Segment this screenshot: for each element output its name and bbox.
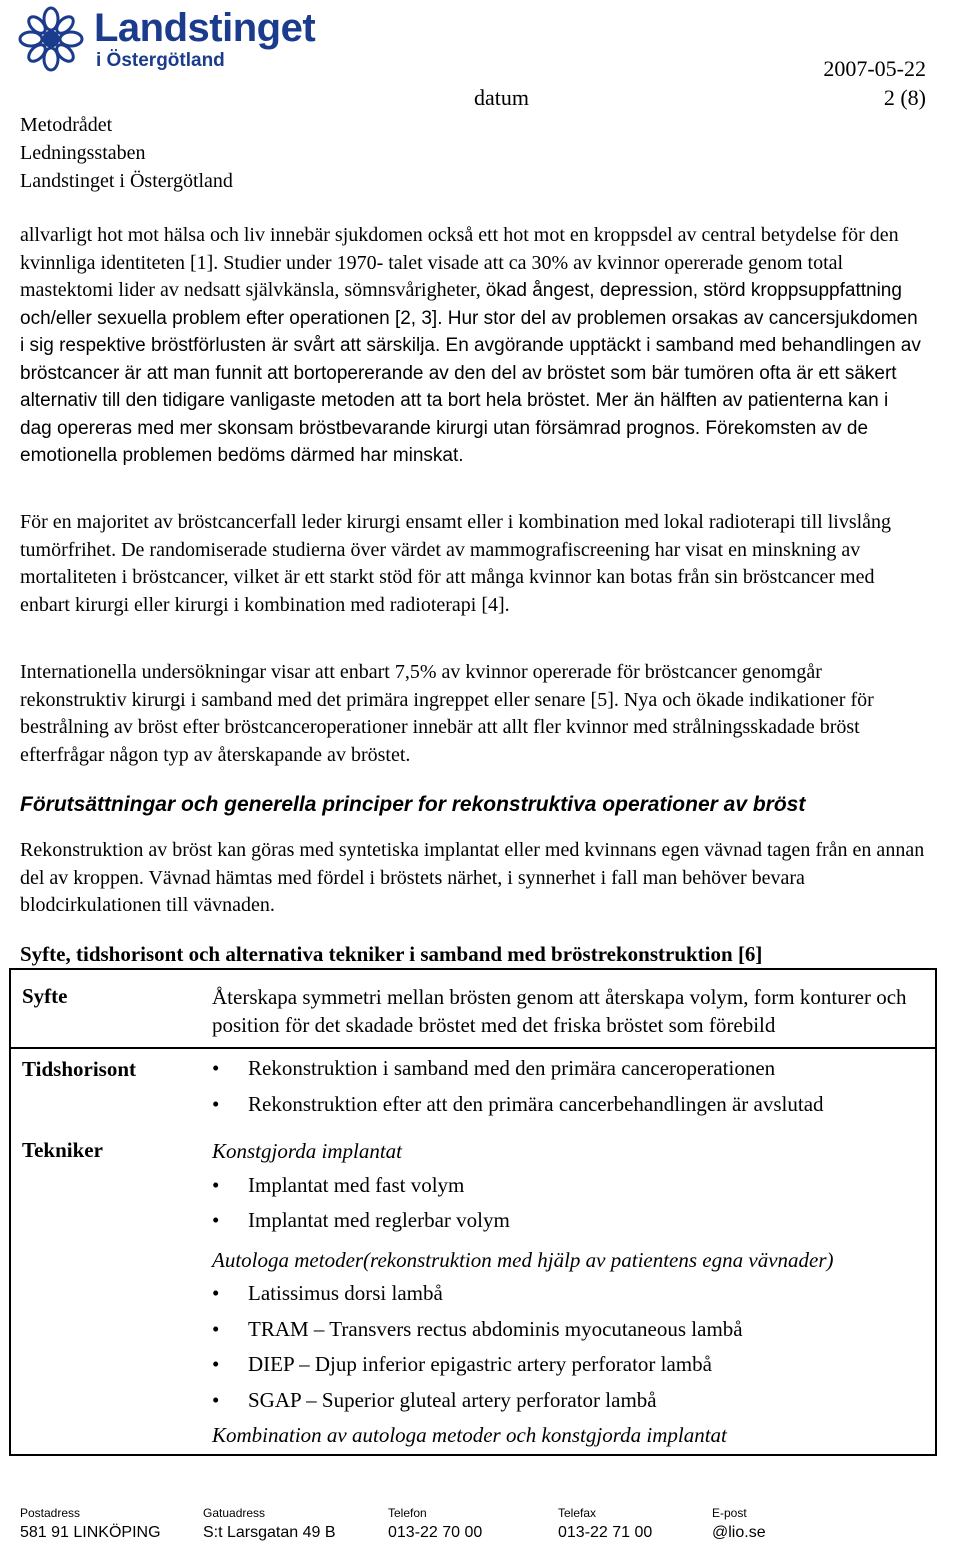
page-number: 2 (8) xyxy=(883,85,926,110)
table-caption: Syfte, tidshorisont och alternativa tekniker i samband med bröstrekonstruktion [6] xyxy=(20,942,763,966)
tidshorisont-list xyxy=(212,1055,925,1118)
footer-gatuadress xyxy=(203,1506,336,1543)
footer-telefax xyxy=(558,1506,652,1543)
section-heading: Förutsättningar och generella principer for rekonstruktiva operationer av bröst xyxy=(20,793,806,816)
paragraph-1-serif: allvarligt hot mot hälsa och liv innebär sjukdomen också ett hot mot en kroppsdel av central betydelse för den kvinnliga identiteten [1]. Studier under 1970- talet visade att ca 30% av kvinnor opererade genom total mastektomi lider av nedsatt självkänsla, sömnsvårigheter, xyxy=(20,224,899,301)
flower-emblem-icon xyxy=(18,6,84,72)
row-value-tekniker xyxy=(212,1126,936,1455)
telefax-value: 013-22 71 00 xyxy=(558,1524,653,1541)
footer-telefon xyxy=(388,1506,482,1543)
datum-label: datum xyxy=(474,85,529,110)
group-title-kombination: Kombination av autologa metoder och konstgjorda implantat xyxy=(212,1423,727,1447)
list-item: • TRAM – Transvers rectus abdominis myocutaneous lambå xyxy=(212,1316,925,1344)
row-value-syfte: Återskapa symmetri mellan brösten genom att återskapa volym, form konturer och position för det skadade bröstet med det friska bröstet som förebild xyxy=(212,969,936,1048)
org-line-1: Metodrådet xyxy=(20,114,113,136)
implantat-list xyxy=(212,1172,925,1235)
paragraph-1-sans: ökad ångest, depression, störd kroppsuppfattning och/eller sexuella problem efter operationen [2, 3]. Hur stor del av problemen orsakas av cancersjukdomen i sig respektive bröstförlusten är svårt att särskilja. En avgörande upptäckt i samband med behandlingen av bröstcancer är att man funnit att bortopererande av den del av bröstet som bär tumören ofta är ett säkert alternativ till den tidigare vanligaste metoden att ta bort hela bröstet. Mer än hälften av patienterna kan i dag opereras med mer skonsam bröstbevarande kirurgi utan försämrad prognos. Förekomsten av de emotionella problemen bedöms därmed har minskat. xyxy=(20,280,921,466)
postadress-label: Postadress xyxy=(20,1506,81,1520)
footer-postadress xyxy=(20,1506,161,1543)
paragraph-1 xyxy=(20,222,925,470)
org-line-2: Ledningsstaben xyxy=(20,142,146,164)
logo-subtitle: i Östergötland xyxy=(96,50,225,71)
footer-epost xyxy=(712,1506,766,1543)
telefon-label: Telefon xyxy=(388,1506,427,1520)
org-line-3: Landstinget i Östergötland xyxy=(20,170,233,192)
postadress-value: 581 91 LINKÖPING xyxy=(20,1524,161,1541)
list-item: • Rekonstruktion efter att den primära cancerbehandlingen är avslutad xyxy=(212,1091,925,1119)
row-label-syfte: Syfte xyxy=(10,969,212,1048)
gatuadress-label: Gatuadress xyxy=(203,1506,266,1520)
logo-name: Landstinget xyxy=(94,6,316,50)
paragraph-2: För en majoritet av bröstcancerfall leder kirurgi ensamt eller i kombination med lokal radioterapi till livslång tumörfrihet. De randomiserade studierna över värdet av mammografiscreening har visat en minskning av mortaliteten i bröstcancer, vilket är ett starkt stöd för att många kvinnor kan botas från sin bröstcancer med enbart kirurgi eller kirurgi i kombination med radioterapi [4]. xyxy=(20,511,892,616)
autologa-list xyxy=(212,1280,925,1414)
list-item: • Implantat med fast volym xyxy=(212,1172,925,1200)
organization-block xyxy=(20,111,233,195)
paragraph-4: Rekonstruktion av bröst kan göras med syntetiska implantat eller med kvinnans egen vävnad tagen från en annan del av kroppen. Vävnad hämtas med fördel i bröstets närhet, i synnerhet i fall man behöver bevara blodcirkulationen till vävnaden. xyxy=(20,839,925,916)
table-row xyxy=(10,1126,936,1455)
row-label-tidshorisont: Tidshorisont xyxy=(22,1057,136,1081)
list-item: • Rekonstruktion i samband med den primära canceroperationen xyxy=(212,1055,925,1083)
epost-value: @lio.se xyxy=(712,1524,766,1541)
epost-label: E-post xyxy=(712,1506,747,1520)
list-item: • DIEP – Djup inferior epigastric artery perforator lambå xyxy=(212,1351,925,1379)
telefon-value: 013-22 70 00 xyxy=(388,1524,483,1541)
list-item: • SGAP – Superior gluteal artery perforator lambå xyxy=(212,1387,925,1415)
row-label-tekniker: Tekniker xyxy=(22,1138,103,1162)
document-date: 2007-05-22 xyxy=(823,56,926,81)
landstinget-logo xyxy=(18,4,318,76)
table-row xyxy=(10,1048,936,1126)
gatuadress-value: S:t Larsgatan 49 B xyxy=(203,1524,336,1541)
list-item: • Implantat med reglerbar volym xyxy=(212,1207,925,1235)
row-value-tidshorisont xyxy=(212,1048,936,1126)
paragraph-3: Internationella undersökningar visar att enbart 7,5% av kvinnor opererade för bröstcancer genomgår rekonstruktiv kirurgi i samband med det primära ingreppet eller senare [5]. Nya och ökade indikationer för bestrålning av bröst efter bröstcanceroperationer innebär att allt fler kvinnor med strålningsskadade bröst efterfrågar någon typ av återskapande av bröstet. xyxy=(20,661,874,766)
techniques-table xyxy=(9,968,937,1456)
list-item: • Latissimus dorsi lambå xyxy=(212,1280,925,1308)
group-title-autologa: Autologa metoder(rekonstruktion med hjälp av patientens egna vävnader) xyxy=(212,1247,834,1272)
table-row xyxy=(10,969,936,1048)
group-title-implantat: Konstgjorda implantat xyxy=(212,1139,402,1163)
telefax-label: Telefax xyxy=(558,1506,597,1520)
